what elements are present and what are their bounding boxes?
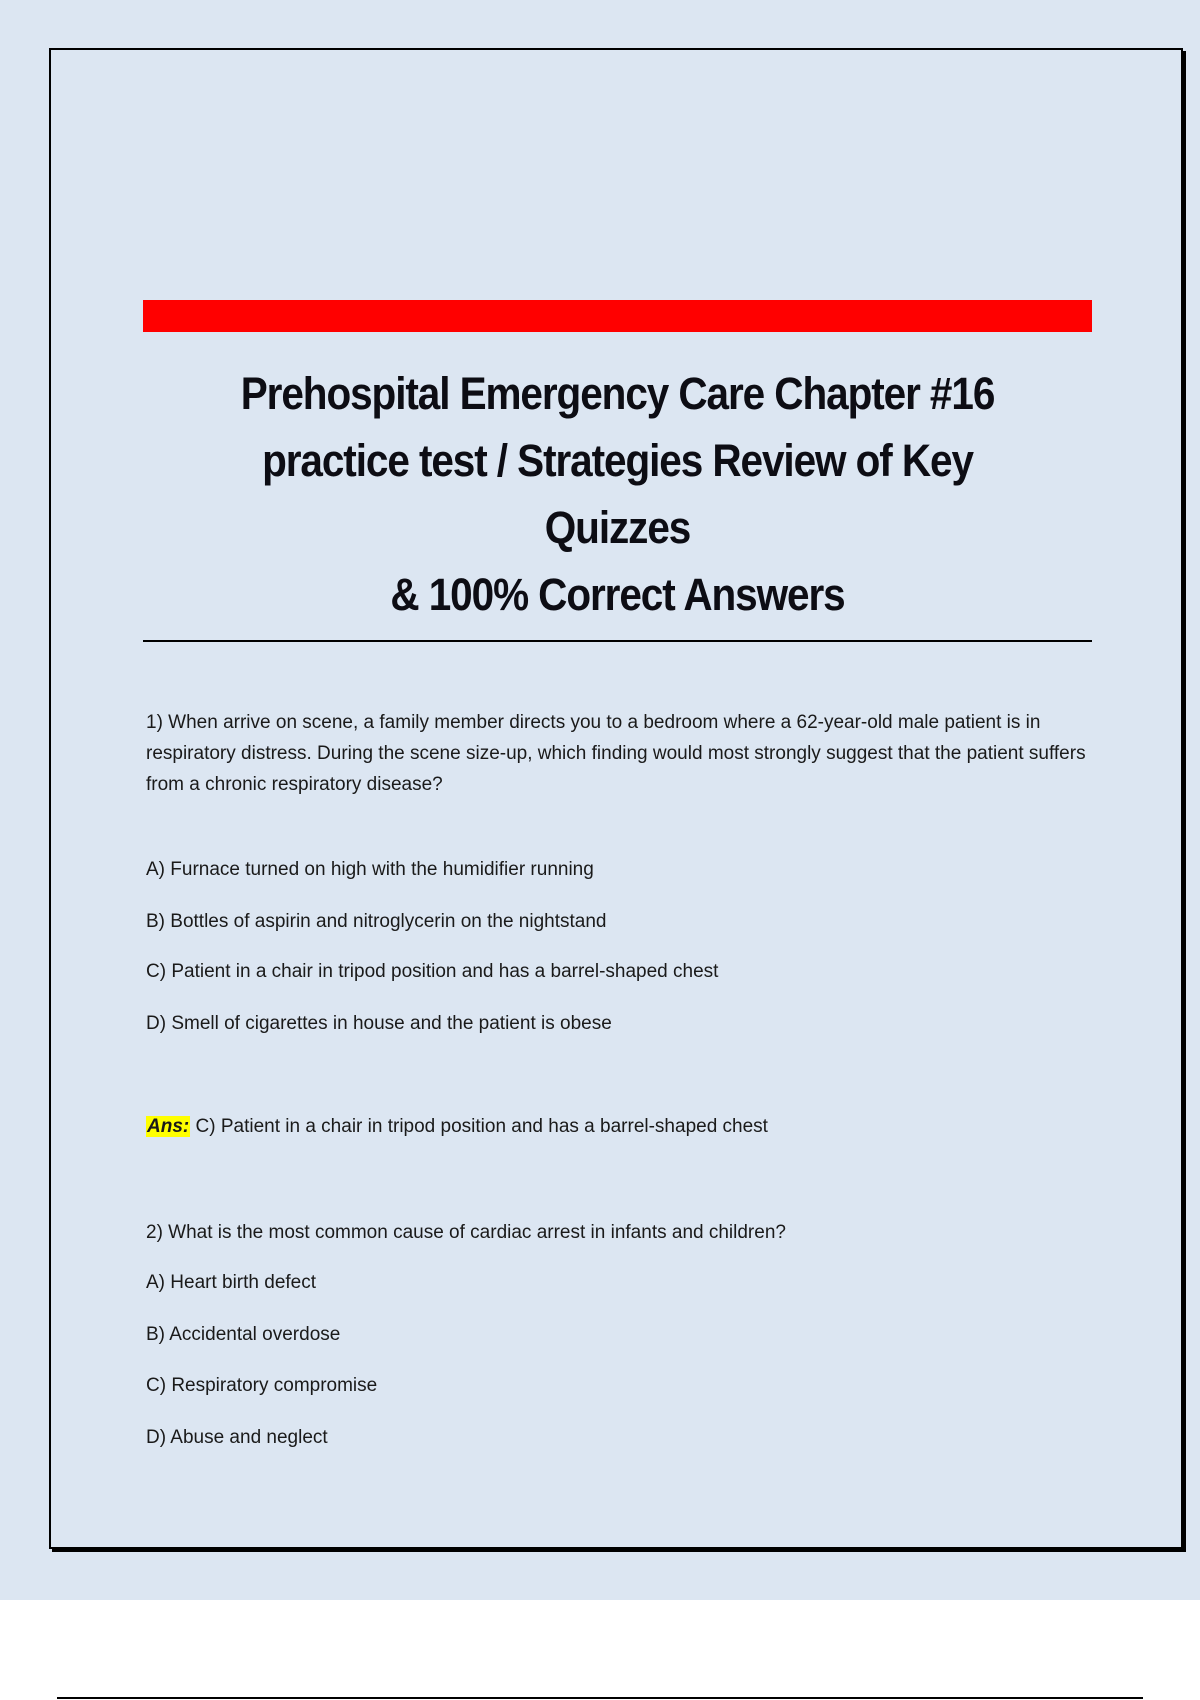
answer-text: C) Patient in a chair in tripod position and has a barrel-shaped chest	[195, 1116, 768, 1137]
question-1-option-a: A) Furnace turned on high with the humidifier running	[146, 859, 594, 880]
next-page-divider	[57, 1697, 1143, 1699]
title-line-2: practice test / Strategies Review of Key Quizzes	[262, 435, 973, 553]
question-1-option-c: C) Patient in a chair in tripod position and has a barrel-shaped chest	[146, 961, 719, 982]
question-2-option-c: C) Respiratory compromise	[146, 1375, 378, 1396]
question-2-option-a: A) Heart birth defect	[146, 1272, 317, 1293]
title-line-3: & 100% Correct Answers	[390, 569, 845, 620]
question-2-option-d: D) Abuse and neglect	[146, 1427, 328, 1448]
answer-label: Ans:	[147, 1116, 190, 1137]
question-1-option-d: D) Smell of cigarettes in house and the patient is obese	[146, 1013, 612, 1034]
title-divider	[143, 640, 1092, 642]
question-2-text: 2) What is the most common cause of cardiac arrest in infants and children?	[146, 1222, 786, 1243]
question-1-answer	[146, 1114, 768, 1140]
question-1-option-b: B) Bottles of aspirin and nitroglycerin on the nightstand	[146, 911, 607, 932]
title-line-1: Prehospital Emergency Care Chapter #16	[240, 368, 995, 419]
question-2-option-b: B) Accidental overdose	[146, 1324, 341, 1345]
document-title	[190, 360, 1044, 628]
question-1-text: 1) When arrive on scene, a family member directs you to a bedroom where a 62-year-old male patient is in respiratory distress. During the scene size-up, which finding would most strongly suggest that the patient suffers from a chronic respiratory disease?	[146, 712, 1086, 795]
title-accent-bar	[143, 300, 1092, 332]
